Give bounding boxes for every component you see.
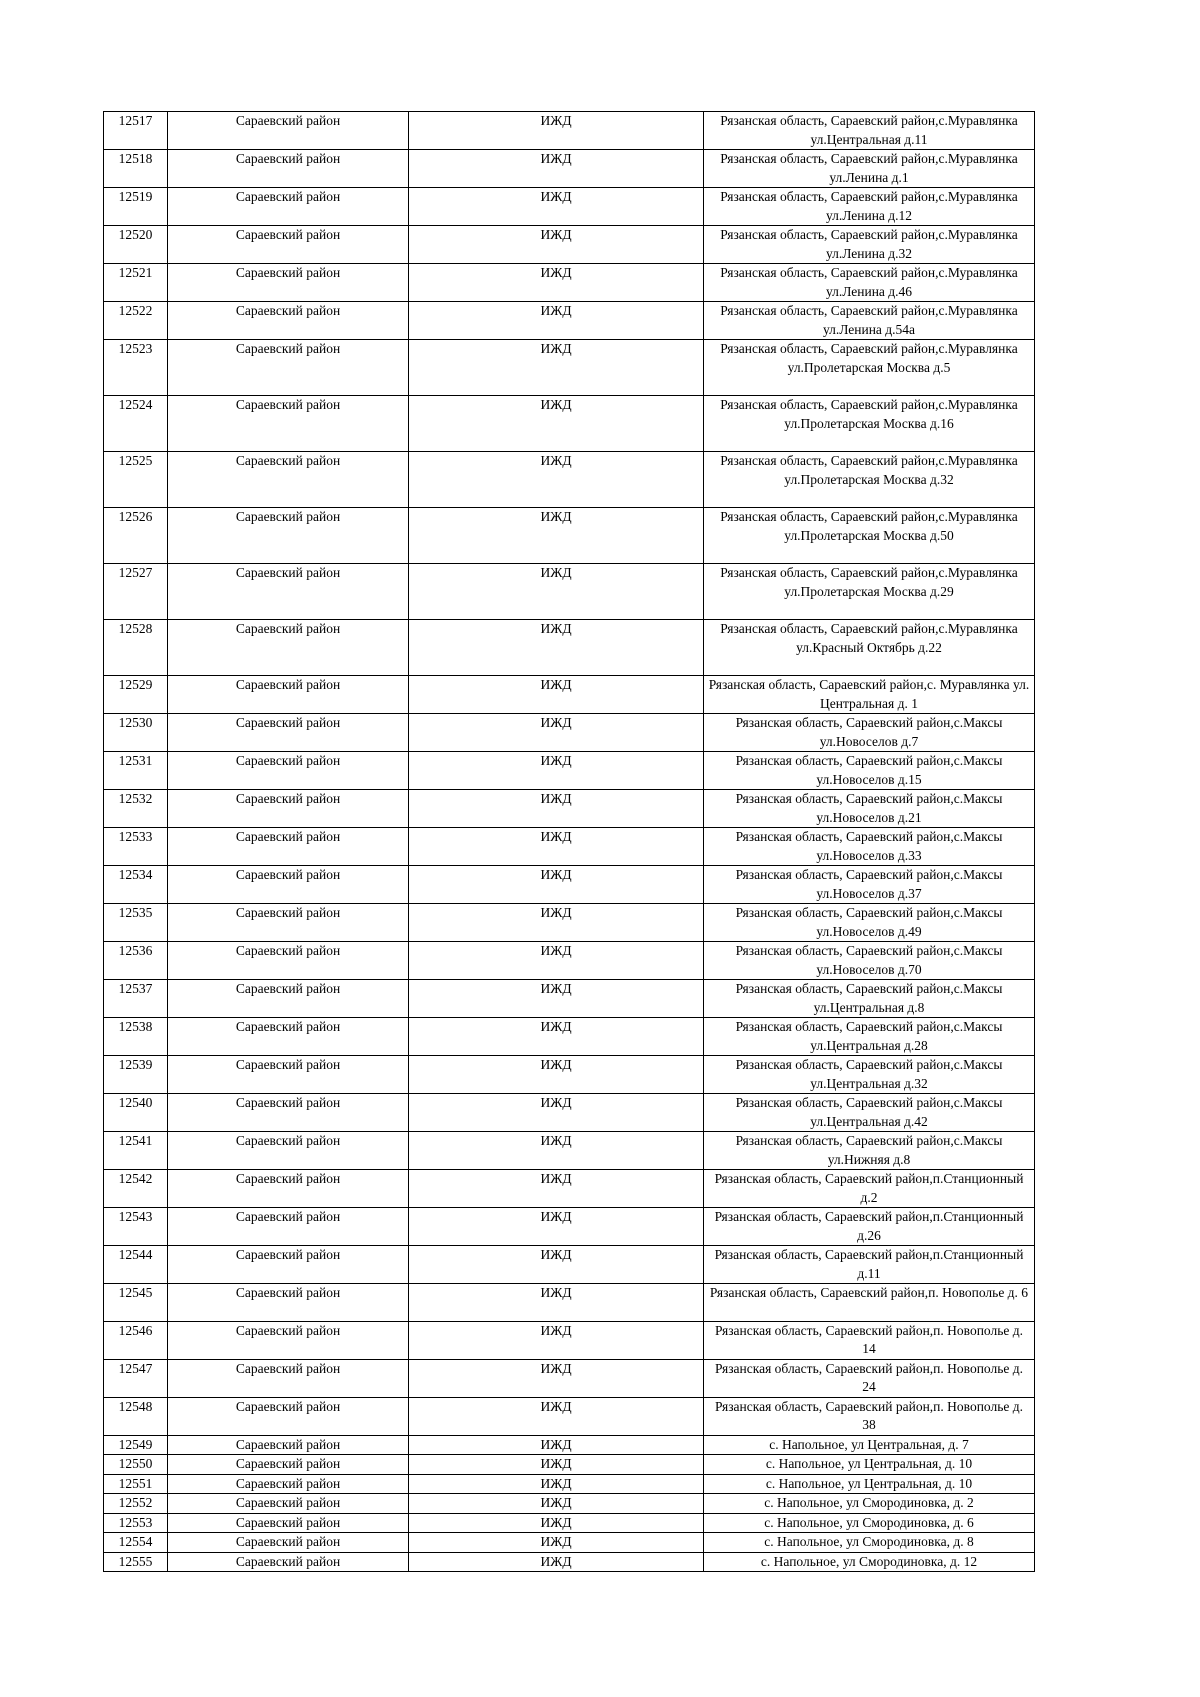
district-cell: Сараевский район [168, 1455, 409, 1475]
district-cell: Сараевский район [168, 714, 409, 752]
address-cell: с. Напольное, ул Смородиновка, д. 2 [704, 1494, 1035, 1514]
district-cell: Сараевский район [168, 1132, 409, 1170]
housing-type-cell: ИЖД [409, 1321, 704, 1359]
housing-registry-table [103, 111, 1035, 1572]
district-cell: Сараевский район [168, 1533, 409, 1553]
district-cell: Сараевский район [168, 150, 409, 188]
district-cell: Сараевский район [168, 226, 409, 264]
address-cell: Рязанская область, Сараевский район,п.Станционный д.2 [704, 1170, 1035, 1208]
table-row [104, 1056, 1035, 1094]
housing-type-cell: ИЖД [409, 302, 704, 340]
table-row [104, 1170, 1035, 1208]
record-number-cell: 12553 [104, 1513, 168, 1533]
record-number-cell: 12540 [104, 1094, 168, 1132]
housing-type-cell: ИЖД [409, 1435, 704, 1455]
table-row [104, 942, 1035, 980]
table-row [104, 1132, 1035, 1170]
address-cell: Рязанская область, Сараевский район,с.Максы ул.Новоселов д.21 [704, 790, 1035, 828]
address-cell: с. Напольное, ул Смородиновка, д. 8 [704, 1533, 1035, 1553]
table-row [104, 676, 1035, 714]
record-number-cell: 12547 [104, 1359, 168, 1397]
table-row [104, 396, 1035, 452]
address-cell: Рязанская область, Сараевский район,п.Станционный д.11 [704, 1246, 1035, 1284]
table-row [104, 620, 1035, 676]
record-number-cell: 12551 [104, 1474, 168, 1494]
district-cell: Сараевский район [168, 452, 409, 508]
district-cell: Сараевский район [168, 1513, 409, 1533]
housing-type-cell: ИЖД [409, 1018, 704, 1056]
district-cell: Сараевский район [168, 188, 409, 226]
record-number-cell: 12535 [104, 904, 168, 942]
record-number-cell: 12550 [104, 1455, 168, 1475]
record-number-cell: 12544 [104, 1246, 168, 1284]
address-cell: с. Напольное, ул Центральная, д. 10 [704, 1474, 1035, 1494]
record-number-cell: 12530 [104, 714, 168, 752]
address-cell: Рязанская область, Сараевский район,с.Муравлянка ул.Ленина д.46 [704, 264, 1035, 302]
address-cell: Рязанская область, Сараевский район,с.Муравлянка ул.Ленина д.32 [704, 226, 1035, 264]
record-number-cell: 12555 [104, 1552, 168, 1572]
record-number-cell: 12532 [104, 790, 168, 828]
record-number-cell: 12517 [104, 112, 168, 150]
address-cell: Рязанская область, Сараевский район,с.Муравлянка ул.Пролетарская Москва д.29 [704, 564, 1035, 620]
record-number-cell: 12521 [104, 264, 168, 302]
district-cell: Сараевский район [168, 112, 409, 150]
record-number-cell: 12536 [104, 942, 168, 980]
address-cell: Рязанская область, Сараевский район,с. Муравлянка ул. Центральная д. 1 [704, 676, 1035, 714]
table-row [104, 452, 1035, 508]
table-row [104, 1494, 1035, 1514]
address-cell: с. Напольное, ул Смородиновка, д. 6 [704, 1513, 1035, 1533]
district-cell: Сараевский район [168, 302, 409, 340]
district-cell: Сараевский район [168, 1552, 409, 1572]
address-cell: Рязанская область, Сараевский район,п.Станционный д.26 [704, 1208, 1035, 1246]
housing-type-cell: ИЖД [409, 1094, 704, 1132]
district-cell: Сараевский район [168, 1321, 409, 1359]
address-cell: Рязанская область, Сараевский район,с.Муравлянка ул.Пролетарская Москва д.5 [704, 340, 1035, 396]
district-cell: Сараевский район [168, 1474, 409, 1494]
district-cell: Сараевский район [168, 790, 409, 828]
record-number-cell: 12527 [104, 564, 168, 620]
housing-type-cell: ИЖД [409, 452, 704, 508]
record-number-cell: 12552 [104, 1494, 168, 1514]
housing-type-cell: ИЖД [409, 188, 704, 226]
district-cell: Сараевский район [168, 1056, 409, 1094]
table-row [104, 1474, 1035, 1494]
address-cell: с. Напольное, ул Центральная, д. 7 [704, 1435, 1035, 1455]
record-number-cell: 12520 [104, 226, 168, 264]
record-number-cell: 12526 [104, 508, 168, 564]
table-row [104, 564, 1035, 620]
table-row [104, 1359, 1035, 1397]
housing-type-cell: ИЖД [409, 396, 704, 452]
housing-type-cell: ИЖД [409, 340, 704, 396]
housing-type-cell: ИЖД [409, 714, 704, 752]
address-cell: Рязанская область, Сараевский район,с.Максы ул.Нижняя д.8 [704, 1132, 1035, 1170]
table-row [104, 226, 1035, 264]
housing-type-cell: ИЖД [409, 264, 704, 302]
address-cell: Рязанская область, Сараевский район,с.Муравлянка ул.Ленина д.54а [704, 302, 1035, 340]
record-number-cell: 12554 [104, 1533, 168, 1553]
record-number-cell: 12533 [104, 828, 168, 866]
housing-type-cell: ИЖД [409, 828, 704, 866]
record-number-cell: 12531 [104, 752, 168, 790]
housing-type-cell: ИЖД [409, 226, 704, 264]
table-row [104, 112, 1035, 150]
table-row [104, 302, 1035, 340]
district-cell: Сараевский район [168, 1170, 409, 1208]
table-row [104, 1397, 1035, 1435]
address-cell: Рязанская область, Сараевский район,с.Максы ул.Новоселов д.7 [704, 714, 1035, 752]
housing-type-cell: ИЖД [409, 508, 704, 564]
record-number-cell: 12538 [104, 1018, 168, 1056]
record-number-cell: 12537 [104, 980, 168, 1018]
housing-type-cell: ИЖД [409, 112, 704, 150]
table-row [104, 508, 1035, 564]
housing-type-cell: ИЖД [409, 620, 704, 676]
district-cell: Сараевский район [168, 1246, 409, 1284]
record-number-cell: 12546 [104, 1321, 168, 1359]
table-row [104, 264, 1035, 302]
housing-type-cell: ИЖД [409, 1284, 704, 1322]
registry-table-body [104, 112, 1035, 1572]
housing-type-cell: ИЖД [409, 676, 704, 714]
housing-type-cell: ИЖД [409, 1170, 704, 1208]
record-number-cell: 12543 [104, 1208, 168, 1246]
table-row [104, 340, 1035, 396]
record-number-cell: 12525 [104, 452, 168, 508]
address-cell: Рязанская область, Сараевский район,с.Максы ул.Новоселов д.15 [704, 752, 1035, 790]
address-cell: Рязанская область, Сараевский район,п. Новополье д. 24 [704, 1359, 1035, 1397]
table-row [104, 752, 1035, 790]
table-row [104, 1284, 1035, 1322]
address-cell: Рязанская область, Сараевский район,с.Максы ул.Новоселов д.70 [704, 942, 1035, 980]
address-cell: с. Напольное, ул Центральная, д. 10 [704, 1455, 1035, 1475]
table-row [104, 1435, 1035, 1455]
housing-type-cell: ИЖД [409, 1359, 704, 1397]
district-cell: Сараевский район [168, 1494, 409, 1514]
district-cell: Сараевский район [168, 676, 409, 714]
address-cell: Рязанская область, Сараевский район,с.Муравлянка ул.Пролетарская Москва д.16 [704, 396, 1035, 452]
district-cell: Сараевский район [168, 396, 409, 452]
table-row [104, 150, 1035, 188]
address-cell: Рязанская область, Сараевский район,с.Муравлянка ул.Ленина д.1 [704, 150, 1035, 188]
table-row [104, 1208, 1035, 1246]
address-cell: Рязанская область, Сараевский район,с.Муравлянка ул.Ленина д.12 [704, 188, 1035, 226]
housing-type-cell: ИЖД [409, 790, 704, 828]
housing-type-cell: ИЖД [409, 1397, 704, 1435]
district-cell: Сараевский район [168, 828, 409, 866]
housing-type-cell: ИЖД [409, 1056, 704, 1094]
address-cell: Рязанская область, Сараевский район,с.Максы ул.Центральная д.32 [704, 1056, 1035, 1094]
record-number-cell: 12523 [104, 340, 168, 396]
housing-type-cell: ИЖД [409, 1208, 704, 1246]
address-cell: Рязанская область, Сараевский район,с.Максы ул.Новоселов д.49 [704, 904, 1035, 942]
table-row [104, 714, 1035, 752]
table-row [104, 1246, 1035, 1284]
address-cell: Рязанская область, Сараевский район,с.Максы ул.Центральная д.8 [704, 980, 1035, 1018]
district-cell: Сараевский район [168, 942, 409, 980]
housing-type-cell: ИЖД [409, 752, 704, 790]
housing-type-cell: ИЖД [409, 1533, 704, 1553]
table-row [104, 904, 1035, 942]
housing-type-cell: ИЖД [409, 1552, 704, 1572]
district-cell: Сараевский район [168, 1397, 409, 1435]
record-number-cell: 12524 [104, 396, 168, 452]
address-cell: Рязанская область, Сараевский район,с.Максы ул.Новоселов д.37 [704, 866, 1035, 904]
table-row [104, 1552, 1035, 1572]
district-cell: Сараевский район [168, 904, 409, 942]
table-row [104, 980, 1035, 1018]
housing-type-cell: ИЖД [409, 1455, 704, 1475]
address-cell: Рязанская область, Сараевский район,с.Максы ул.Новоселов д.33 [704, 828, 1035, 866]
district-cell: Сараевский район [168, 1018, 409, 1056]
district-cell: Сараевский район [168, 1094, 409, 1132]
table-row [104, 866, 1035, 904]
table-row [104, 1094, 1035, 1132]
record-number-cell: 12539 [104, 1056, 168, 1094]
address-cell: Рязанская область, Сараевский район,п. Новополье д. 14 [704, 1321, 1035, 1359]
table-row [104, 1018, 1035, 1056]
table-row [104, 790, 1035, 828]
address-cell: Рязанская область, Сараевский район,с.Муравлянка ул.Центральная д.11 [704, 112, 1035, 150]
address-cell: Рязанская область, Сараевский район,с.Муравлянка ул.Красный Октябрь д.22 [704, 620, 1035, 676]
table-row [104, 1455, 1035, 1475]
district-cell: Сараевский район [168, 508, 409, 564]
record-number-cell: 12528 [104, 620, 168, 676]
record-number-cell: 12518 [104, 150, 168, 188]
district-cell: Сараевский район [168, 1284, 409, 1322]
housing-type-cell: ИЖД [409, 1494, 704, 1514]
address-cell: Рязанская область, Сараевский район,с.Муравлянка ул.Пролетарская Москва д.50 [704, 508, 1035, 564]
district-cell: Сараевский район [168, 1208, 409, 1246]
record-number-cell: 12545 [104, 1284, 168, 1322]
district-cell: Сараевский район [168, 620, 409, 676]
district-cell: Сараевский район [168, 980, 409, 1018]
district-cell: Сараевский район [168, 866, 409, 904]
housing-type-cell: ИЖД [409, 564, 704, 620]
table-row [104, 1321, 1035, 1359]
district-cell: Сараевский район [168, 340, 409, 396]
address-cell: Рязанская область, Сараевский район,с.Муравлянка ул.Пролетарская Москва д.32 [704, 452, 1035, 508]
record-number-cell: 12529 [104, 676, 168, 714]
housing-type-cell: ИЖД [409, 1132, 704, 1170]
record-number-cell: 12549 [104, 1435, 168, 1455]
district-cell: Сараевский район [168, 1359, 409, 1397]
housing-type-cell: ИЖД [409, 1474, 704, 1494]
record-number-cell: 12519 [104, 188, 168, 226]
housing-type-cell: ИЖД [409, 980, 704, 1018]
table-row [104, 188, 1035, 226]
housing-type-cell: ИЖД [409, 150, 704, 188]
table-row [104, 828, 1035, 866]
record-number-cell: 12548 [104, 1397, 168, 1435]
address-cell: Рязанская область, Сараевский район,с.Максы ул.Центральная д.42 [704, 1094, 1035, 1132]
district-cell: Сараевский район [168, 1435, 409, 1455]
housing-type-cell: ИЖД [409, 904, 704, 942]
housing-type-cell: ИЖД [409, 942, 704, 980]
record-number-cell: 12522 [104, 302, 168, 340]
table-row [104, 1513, 1035, 1533]
district-cell: Сараевский район [168, 752, 409, 790]
housing-type-cell: ИЖД [409, 866, 704, 904]
district-cell: Сараевский район [168, 564, 409, 620]
record-number-cell: 12542 [104, 1170, 168, 1208]
address-cell: Рязанская область, Сараевский район,п. Новополье д. 38 [704, 1397, 1035, 1435]
address-cell: с. Напольное, ул Смородиновка, д. 12 [704, 1552, 1035, 1572]
address-cell: Рязанская область, Сараевский район,п. Новополье д. 6 [704, 1284, 1035, 1322]
housing-type-cell: ИЖД [409, 1513, 704, 1533]
address-cell: Рязанская область, Сараевский район,с.Максы ул.Центральная д.28 [704, 1018, 1035, 1056]
record-number-cell: 12534 [104, 866, 168, 904]
record-number-cell: 12541 [104, 1132, 168, 1170]
table-row [104, 1533, 1035, 1553]
housing-type-cell: ИЖД [409, 1246, 704, 1284]
district-cell: Сараевский район [168, 264, 409, 302]
